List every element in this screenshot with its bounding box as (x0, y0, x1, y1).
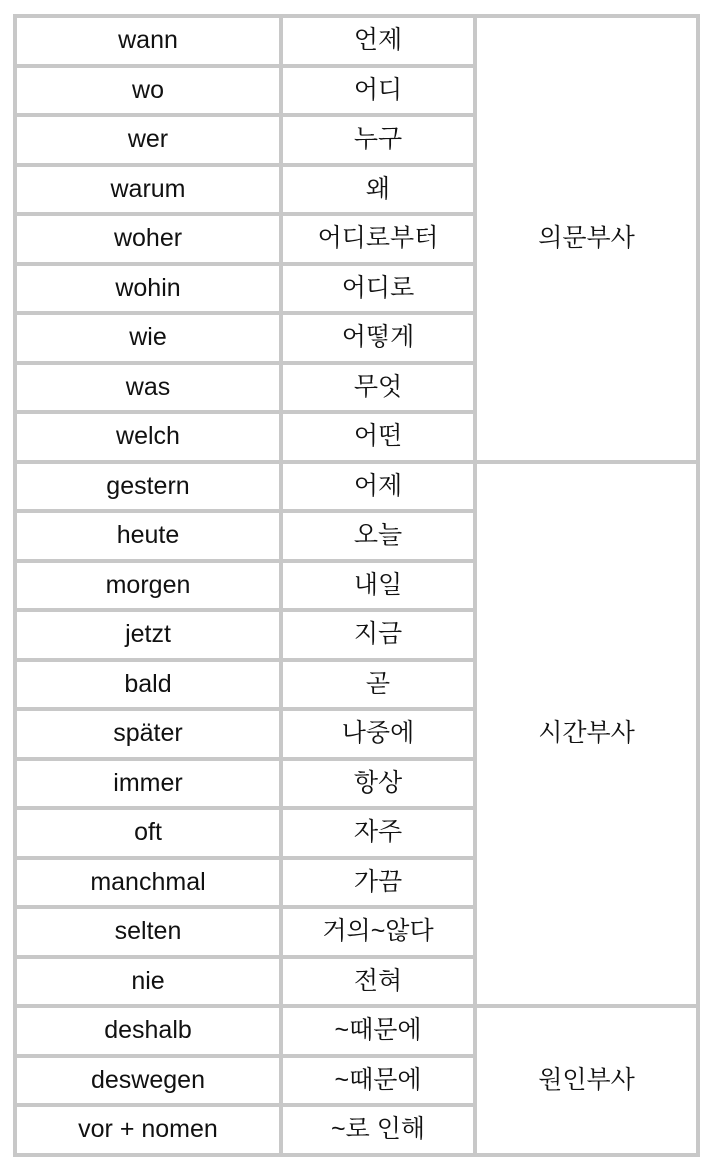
german-word-cell: wann (17, 18, 279, 64)
korean-meaning-cell: 왜 (283, 167, 473, 213)
adverb-category-cell: 의문부사 (477, 18, 696, 460)
korean-meaning-cell: 거의~않다 (283, 909, 473, 955)
table-row (17, 1008, 696, 1054)
german-word-cell: woher (17, 216, 279, 262)
korean-meaning-cell: ~때문에 (283, 1008, 473, 1054)
german-word-cell: gestern (17, 464, 279, 510)
german-word-cell: bald (17, 662, 279, 708)
german-word-cell: oft (17, 810, 279, 856)
german-word-cell: warum (17, 167, 279, 213)
german-word-cell: jetzt (17, 612, 279, 658)
korean-meaning-cell: 어디로 (283, 266, 473, 312)
vocabulary-table-container (13, 14, 700, 1157)
german-word-cell: vor + nomen (17, 1107, 279, 1153)
korean-meaning-cell: 어디 (283, 68, 473, 114)
korean-meaning-cell: 어디로부터 (283, 216, 473, 262)
german-word-cell: wie (17, 315, 279, 361)
german-word-cell: wo (17, 68, 279, 114)
korean-meaning-cell: 자주 (283, 810, 473, 856)
korean-meaning-cell: 나중에 (283, 711, 473, 757)
german-word-cell: nie (17, 959, 279, 1005)
german-word-cell: wohin (17, 266, 279, 312)
korean-meaning-cell: 언제 (283, 18, 473, 64)
korean-meaning-cell: 어제 (283, 464, 473, 510)
german-word-cell: immer (17, 761, 279, 807)
table-row (17, 18, 696, 64)
korean-meaning-cell: 곧 (283, 662, 473, 708)
german-word-cell: was (17, 365, 279, 411)
korean-meaning-cell: 지금 (283, 612, 473, 658)
korean-meaning-cell: 오늘 (283, 513, 473, 559)
german-word-cell: heute (17, 513, 279, 559)
korean-meaning-cell: 무엇 (283, 365, 473, 411)
korean-meaning-cell: 항상 (283, 761, 473, 807)
german-word-cell: später (17, 711, 279, 757)
adverb-category-cell: 원인부사 (477, 1008, 696, 1153)
table-body (17, 18, 696, 1153)
korean-meaning-cell: 어떻게 (283, 315, 473, 361)
korean-meaning-cell: 누구 (283, 117, 473, 163)
german-word-cell: wer (17, 117, 279, 163)
korean-meaning-cell: 전혀 (283, 959, 473, 1005)
german-word-cell: deshalb (17, 1008, 279, 1054)
german-word-cell: selten (17, 909, 279, 955)
korean-meaning-cell: ~로 인해 (283, 1107, 473, 1153)
korean-meaning-cell: 내일 (283, 563, 473, 609)
adverb-vocabulary-table (13, 14, 700, 1157)
korean-meaning-cell: 가끔 (283, 860, 473, 906)
table-row (17, 464, 696, 510)
adverb-category-cell: 시간부사 (477, 464, 696, 1005)
german-word-cell: deswegen (17, 1058, 279, 1104)
korean-meaning-cell: 어떤 (283, 414, 473, 460)
korean-meaning-cell: ~때문에 (283, 1058, 473, 1104)
german-word-cell: manchmal (17, 860, 279, 906)
german-word-cell: morgen (17, 563, 279, 609)
german-word-cell: welch (17, 414, 279, 460)
